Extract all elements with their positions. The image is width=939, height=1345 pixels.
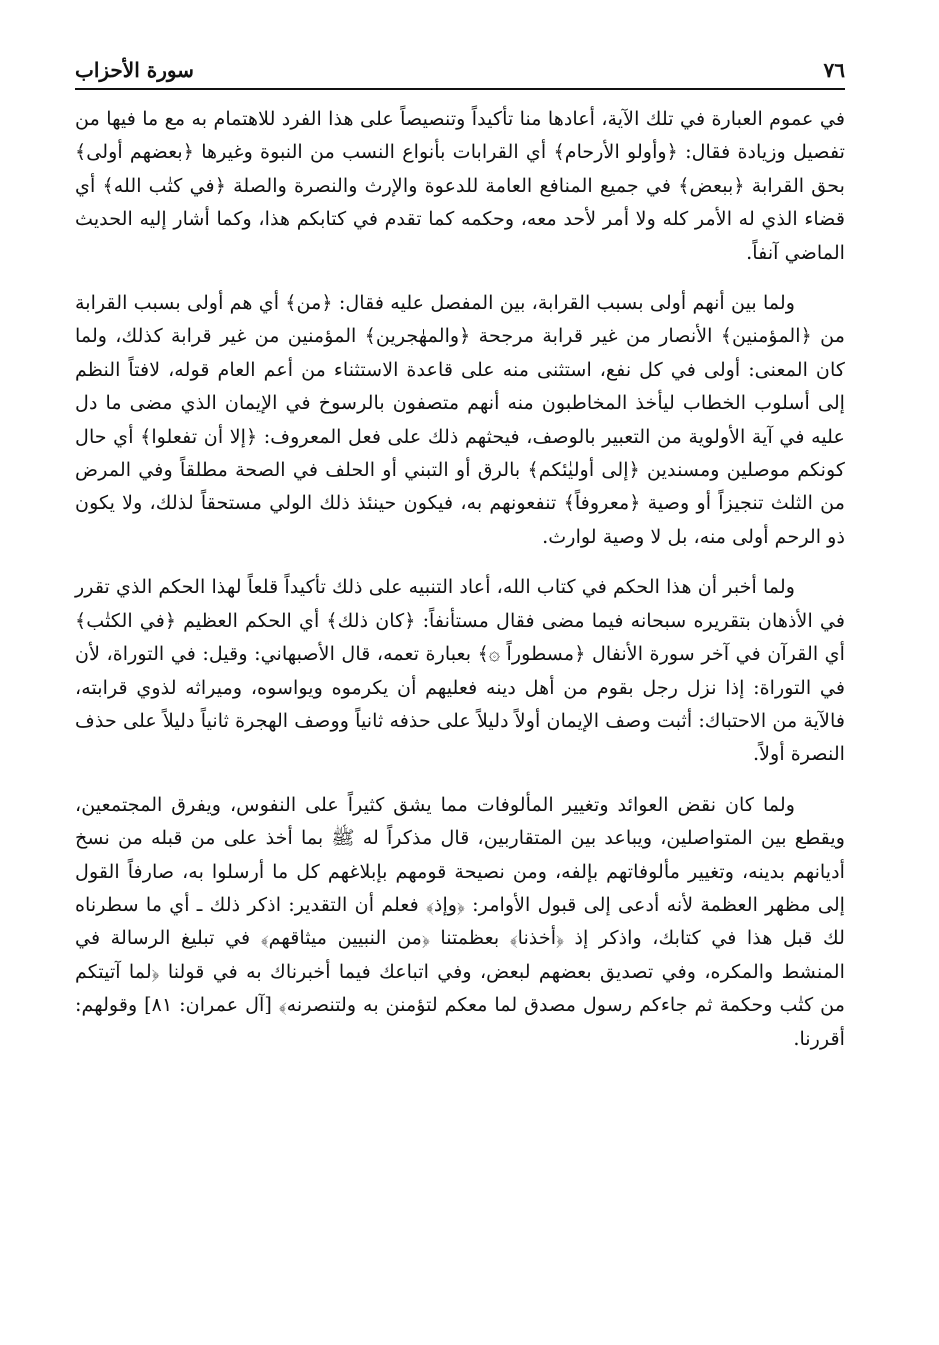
page-body xyxy=(75,102,845,1055)
paragraph: ولما أخبر أن هذا الحكم في كتاب الله، أعاد التنبيه على ذلك تأكيداً قلعاً لهذا الحكم الذي تقرر في الأذهان بتقريره سبحانه فيما مضى فقال مستأنفاً: ﴿كان ذلك﴾ أي الحكم العظيم ﴿في الكتٰب﴾ أي القرآن في آخر سورة الأنفال ﴿مسطوراً ۞﴾ بعبارة تعمه، قال الأصبهاني: وقيل: في التوراة، لأن في التوراة: إذا نزل رجل بقوم من أهل دينه فعليهم أن يكرموه ويواسوه، وميراثه لذوي قرابته، فالآية من الاحتباك: أثبت وصف الإيمان أولاً دليلاً على حذفه ثانياً ووصف الهجرة ثانياً دليلاً على حذف النصرة أولاً. xyxy=(75,575,845,766)
paragraph: في عموم العبارة في تلك الآية، أعادها منا تأكيداً وتنصيصاً على هذا الفرد للاهتمام به مع ما فيها من تفصيل وزيادة فقال: ﴿وأولو الأرحام﴾ أي القرابات بأنواع النسب من النبوة وغيرها ﴿بعضهم أولى﴾ بحق القرابة ﴿ببعض﴾ في جميع المنافع العامة للدعوة والإرث والنصرة والصلة ﴿في كتٰب الله﴾ أي قضاء الذي له الأمر كله ولا أمر لأحد معه، وحكمه كما تقدم في كتابكم هذا، وكما أشار إليه الحديث الماضي آنفاً. xyxy=(75,107,845,264)
paragraph: ولما بين أنهم أولى بسبب القرابة، بين المفصل عليه فقال: ﴿من﴾ أي هم أولى بسبب القرابة من ﴿المؤمنين﴾ الأنصار من غير قرابة مرجحة ﴿والمهٰجرين﴾ المؤمنين من غير قرابة كذلك، ولما كان المعنى: أولى في كل نفع، استثنى منه على قاعدة الاستثناء من أعم العام قوله، لافتاً النظم إلى أسلوب الخطاب ليأخذ المخاطبون منه أنهم متصفون بالرسوخ في الإيمان الذي مضى ما دل عليه في آية الأولوية من التعبير بالوصف، فيحثهم ذلك على فعل المعروف: ﴿إلا أن تفعلوا﴾ أي حال كونكم موصلين ومسندين ﴿إلى أوليٰئكم﴾ بالرق أو التبني أو الحلف في الصحة مطلقاً وفي المرض من الثلث تنجيزاً أو وصية ﴿معروفاً﴾ تنفعونهم به، فيكون حينئذ ذلك الولي مستحقاً لذلك، ولا يكون ذو الرحم أولى منه، بل لا وصية لوارث. xyxy=(75,291,845,548)
page-number: ٧٦ xyxy=(823,58,845,82)
surah-title: سورة الأحزاب xyxy=(75,58,194,82)
paragraph: ولما كان نقض العوائد وتغيير المألوفات مما يشق كثيراً على النفوس، ويفرق المجتمعين، ويقطع بين المتواصلين، ويباعد بين المتقاربين، قال مذكراً له ﷺ بما أخذ على من قبله من نسخ أديانهم بدينه، وتغيير مألوفاتهم بإلفه، ومن نصيحة قومهم بإبلاغهم كل ما أرسلوا به، صارفاً القول إلى مظهر العظمة لأنه أدعى إلى قبول الأوامر: ﴿وإذ﴾ فعلم أن التقدير: اذكر ذلك ـ أي ما سطرناه لك قبل هذا في كتابك، واذكر إذ ﴿أخذنا﴾ بعظمتنا ﴿من النبيين ميثاقهم﴾ في تبليغ الرسالة في المنشط والمكره، وفي تصديق بعضهم لبعض، وفي اتباعك فيما أخبرناك به في قولنا ﴿لما آتيتكم من كتٰب وحكمة ثم جاءكم رسول مصدق لما معكم لتؤمنن به ولتنصرنه﴾ [آل عمران: ٨١] وقولهم: أقررنا. xyxy=(75,792,845,1050)
book-page xyxy=(75,52,845,1072)
page-header xyxy=(75,52,845,90)
